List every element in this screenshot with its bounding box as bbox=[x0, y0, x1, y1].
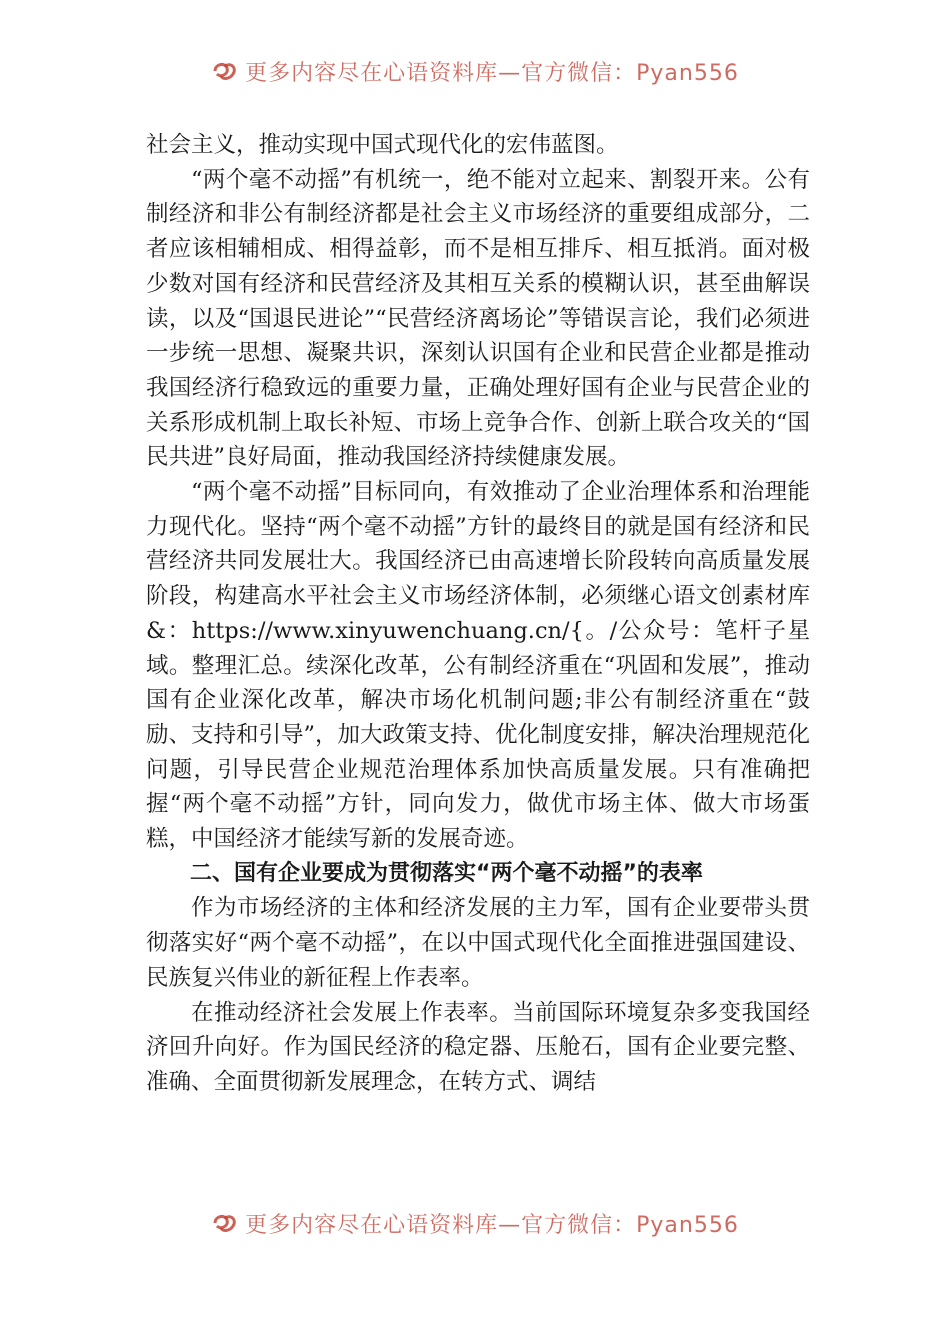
brand-logo-icon bbox=[211, 60, 239, 82]
paragraph: “两个毫不动摇”有机统一，绝不能对立起来、割裂开来。公有制经济和非公有制经济都是社会主义市场经济的重要组成部分，二者应该相辅相成、相得益彰，而不是相互排斥、相互抵消。面对极少数对国有经济和民营经济及其相互关系的模糊认识，甚至曲解误读，以及“国退民进论”“民营经济离场论”等错误言论，我们必须进一步统一思想、凝聚共识，深刻认识国有企业和民营企业都是推动我国经济行稳致远的重要力量，正确处理好国有企业与民营企业的关系形成机制上取长补短、市场上竞争合作、创新上联合攻关的“国民共进”良好局面，推动我国经济持续健康发展。 bbox=[146, 166, 811, 471]
footer-watermark bbox=[0, 1208, 950, 1238]
paragraph: “两个毫不动摇”目标同向，有效推动了企业治理体系和治理能力现代化。坚持“两个毫不动摇”方针的最终目的就是国有经济和民营经济共同发展壮大。我国经济已由高速增长阶段转向高质量发展阶段，构建高水平社会主义市场经济体制，必须继心语文创素材库&：https://www.xinyuwenchuang.cn/{。/公众号：笔杆子星域。整理汇总。续深化改革，公有制经济重在“巩固和发展”，推动国有企业深化改革，解决市场化机制问题;非公有制经济重在“鼓励、支持和引导”，加大政策支持、优化制度安排，解决治理规范化问题，引导民营企业规范治理体系加快高质量发展。只有准确把握“两个毫不动摇”方针，同向发力，做优市场主体、做大市场蛋糕，中国经济才能续写新的发展奇迹。 bbox=[146, 479, 811, 853]
document-body bbox=[146, 128, 810, 1100]
paragraph-continuation: 社会主义，推动实现中国式现代化的宏伟蓝图。 bbox=[146, 132, 619, 158]
footer-watermark-text: 更多内容尽在心语资料库—官方微信：Pyan556 bbox=[245, 1212, 739, 1238]
header-watermark-text: 更多内容尽在心语资料库—官方微信：Pyan556 bbox=[245, 60, 739, 86]
brand-logo-icon bbox=[211, 1212, 239, 1234]
paragraph: 作为市场经济的主体和经济发展的主力军，国有企业要带头贯彻落实好“两个毫不动摇”，在以中国式现代化全面推进强国建设、民族复兴伟业的新征程上作表率。 bbox=[146, 895, 810, 991]
section-heading: 二、国有企业要成为贯彻落实“两个毫不动摇”的表率 bbox=[190, 860, 703, 886]
paragraph: 在推动经济社会发展上作表率。当前国际环境复杂多变我国经济回升向好。作为国民经济的稳定器、压舱石，国有企业要完整、准确、全面贯彻新发展理念，在转方式、调结 bbox=[146, 999, 810, 1095]
header-watermark bbox=[0, 56, 950, 86]
